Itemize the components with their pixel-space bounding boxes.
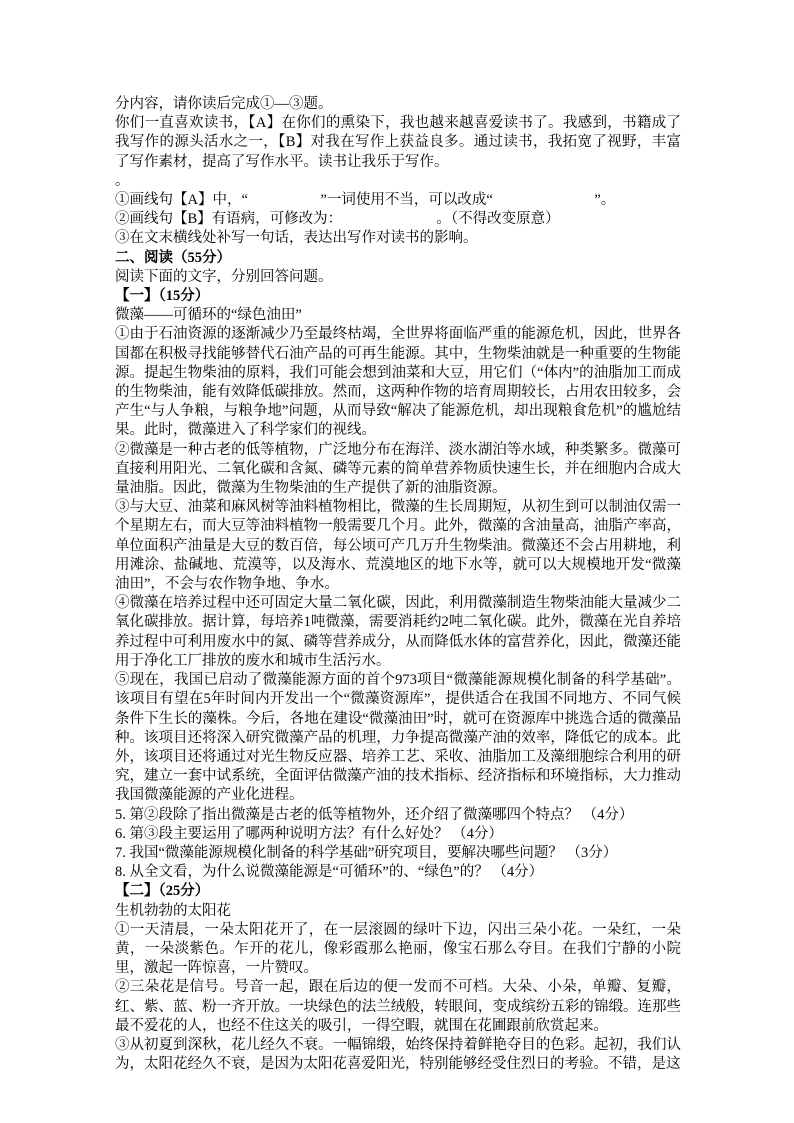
passage-one-paragraph-1: ①由于石油资源的逐渐减少乃至最终枯竭，全世界将面临严重的能源危机，因此，世界各国都在积极寻找能够替代石油产品的可再生能源。其中，生物柴油就是一种重要的生物能源。提起生物柴油的原料，我们可能会想到油菜和大豆，用它们（“体内”的油脂加工而成的生物柴油，能有效降低碳排放。然而，这两种作物的培育周期较长，占用农田较多，会产生“与人争粮，与粮争地”问题，从而导致“解决了能源危机，却出现粮食危机”的尴尬结果。此时，微藻进入了科学家们的视线。 (115, 326, 681, 439)
passage-two-heading: 【二】（25分） (115, 883, 210, 900)
passage-two-title: 生机勃勃的太阳花 (115, 902, 231, 919)
passage-one-title: 微藻——可循环的“绿色油田” (115, 307, 302, 324)
reading-instruction: 阅读下面的文字，分别回答问题。 (115, 268, 333, 285)
passage-two-paragraph-1: ①一天清晨，一朵太阳花开了，在一层滚圆的绿叶下边，闪出三朵小花。一朵红，一朵黄，一朵淡紫色。乍开的花儿，像彩霞那么艳丽，像宝石那么夺目。在我们宁静的小院里，激起一阵惊喜，一片赞叹。 (115, 921, 681, 977)
question-5: 5. 第②段除了指出微藻是古老的低等植物外，还介绍了微藻哪四个特点？ （4分） (115, 806, 634, 823)
passage-one-paragraph-2: ②微藻是一种古老的低等植物，广泛地分布在海洋、淡水湖泊等水域，种类繁多。微藻可直接利用阳光、二氧化碳和含氮、磷等元素的简单营养物质快速生长，并在细胞内合成大量油脂。因此，微藻为生物柴油的生产提供了新的油脂资源。 (115, 441, 681, 497)
passage-two-paragraph-3: ③从初夏到深秋，花儿经久不衰。一幅锦缎，始终保持着鲜艳夺目的色彩。起初，我们认为，太阳花经久不衰，是因为太阳花喜爱阳光，特别能够经受住烈日的考验。不错，是这 (115, 1036, 681, 1073)
sub-question-3: ③在文末横线处补写一句话，表达出写作对读书的影响。 (115, 230, 478, 247)
passage-one-heading: 【一】（15分） (115, 288, 210, 305)
page-top-continuation: 分内容，请你读后完成①—③题。 (115, 96, 333, 112)
sub-question-1: ①画线句【A】中，“ ”一词使用不当，可以改成“ ”。 (115, 192, 616, 209)
passage-two-paragraph-2: ②三朵花是信号。号音一起，跟在后边的便一发而不可档。大朵、小朵，单瓣、复瓣，红、紫、蓝、粉一齐开放。一块绿色的法兰绒般，转眼间，变成缤纷五彩的锦缎。连那些最不爱花的人，也经不住这关的吸引，一得空暇，就围在花圃跟前欣赏起来。 (115, 979, 681, 1034)
question-8: 8. 从全文看，为什么说微藻能源是“可循环”的、“绿色”的？ （4分） (115, 864, 544, 881)
sub-question-2: ②画线句【B】有语病，可修改为： 。（不得改变原意） (115, 211, 560, 228)
section-heading-reading: 二、阅读（55分） (115, 249, 231, 266)
passage-one-paragraph-5: ⑤现在，我国已启动了微藻能源方面的首个973项目“微藻能源规模化制备的科学基础”。该项目有望在5年时间内开发出一个“微藻资源库”，提供适合在我国不同地方、不同气候条件下生长的藻株。今后，各地在建设“微藻油田”时，就可在资源库中挑选合适的微藻品种。该项目还将深入研究微藻产品的机理，力争提高微藻产油的效率，降低它的成本。此外，该项目还将通过对光生物反应器、培养工艺、采收、油脂加工及藻细胞综合利用的研究，建立一套中试系统，全面评估微藻产油的技术指标、经济指标和环境指标，大力推动我国微藻能源的产业化进程。 (115, 672, 681, 804)
passage-one-paragraph-4: ④微藻在培养过程中还可固定大量二氧化碳，因此，利用微藻制造生物柴油能大量减少二氧化碳排放。据计算，每培养1吨微藻，需要消耗约2吨二氧化碳。此外，微藻在光自养培养过程中可利用废水中的氮、磷等营养成分，从而降低水体的富营养化，因此，微藻还能用于净化工厂排放的废水和城市生活污水。 (115, 595, 681, 669)
question-7: 7. 我国“微藻能源规模化制备的科学基础”研究项目，要解决哪些问题？ （3分） (115, 844, 618, 861)
passage-one-paragraph-3: ③与大豆、油菜和麻风树等油料植物相比，微藻的生长周期短，从初生到可以制油仅需一个星期左右，而大豆等油料植物一般需要几个月。此外，微藻的含油量高，油脂产率高，单位面积产油量是大豆的数百倍，每公顷可产几万升生物柴油。微藻还不会占用耕地，利用滩涂、盐碱地、荒漠等，以及海水、荒漠地区的地下水等，就可以大规模地开发“微藻油田”，不会与农作物争地、争水。 (115, 499, 681, 593)
blank-answer-line: 。 (115, 172, 130, 189)
question-6: 6. 第③段主要运用了哪两种说明方法？有什么好处？ （4分） (115, 825, 503, 842)
exercise-passage: 你们一直喜欢读书，【A】在你们的熏染下，我也越来越喜爱读书了。我感到，书籍成了我写作的源头活水之一，【B】对我在写作上获益良多。通过读书，我拓宽了视野，丰富了写作素材，提高了写作水平。读书让我乐于写作。 (115, 115, 681, 170)
